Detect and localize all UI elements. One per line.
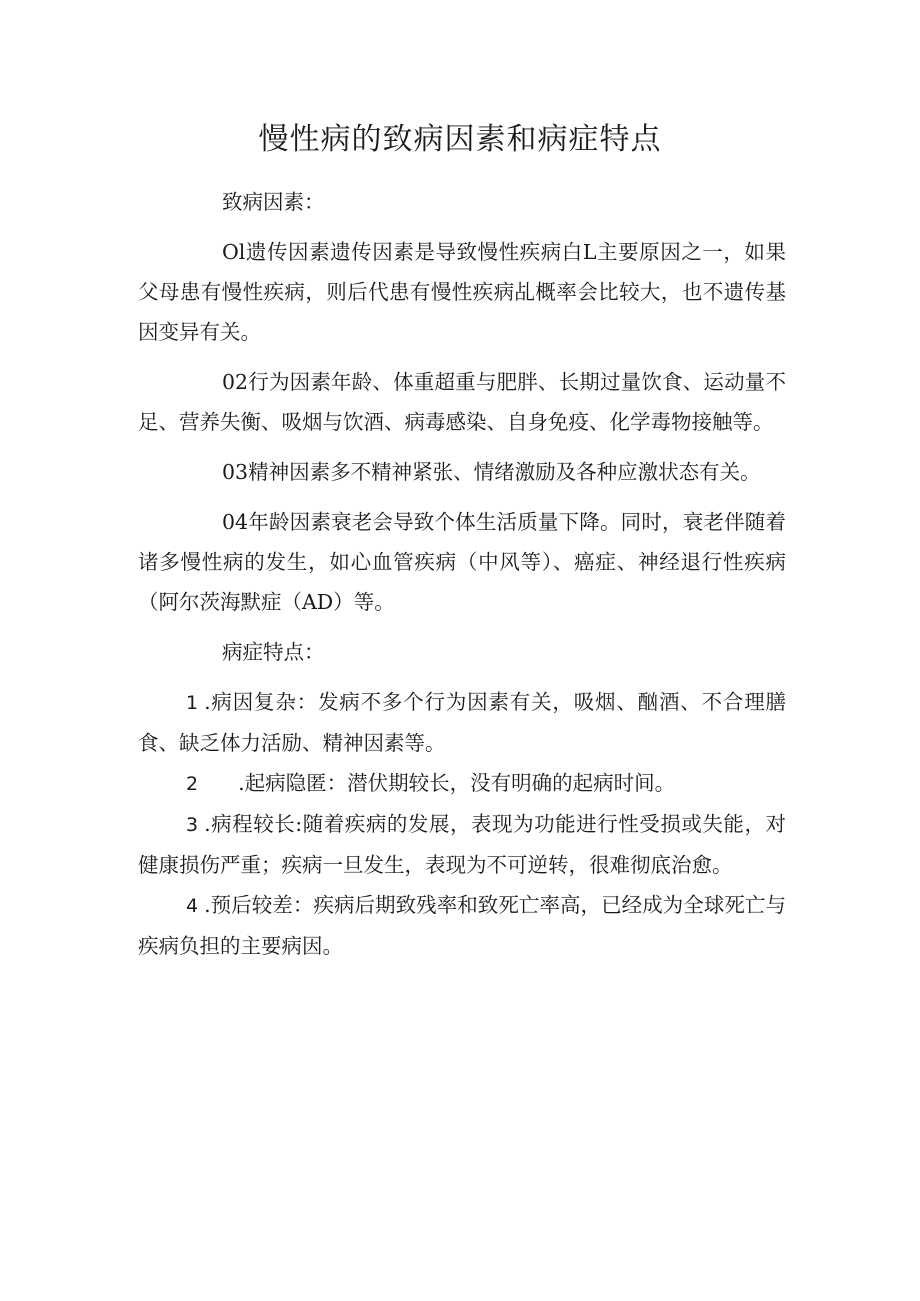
feature-item-poor-prognosis xyxy=(138,885,786,966)
feature-item-hidden-onset xyxy=(138,763,786,804)
feature-item-complex-cause xyxy=(138,682,786,763)
feature-text: .预后较差：疾病后期致残率和致死亡率高，已经成为全球死亡与疾病负担的主要病因。 xyxy=(138,893,786,958)
cause-label: 04年龄因素 xyxy=(222,510,332,534)
cause-text: 遗传因素是导致慢性疾病白L主要原因之一，如果父母患有慢性疾病，则后代患有慢性疾病乩概率会比较大，也不遗传基因变异有关。 xyxy=(138,240,786,344)
feature-number: 4 xyxy=(186,895,199,917)
document-body xyxy=(138,182,786,966)
feature-number: 3 xyxy=(186,814,199,836)
cause-paragraph-genetic xyxy=(138,232,786,352)
section-heading-causes: 致病因素： xyxy=(222,190,325,214)
feature-number: 2 xyxy=(186,773,199,795)
cause-text: 年龄、体重超重与肥胖、长期过量饮食、运动量不足、营养失衡、吸烟与饮酒、病毒感染、自身免疫、化学毒物接触等。 xyxy=(138,370,786,434)
cause-label: Ol遗传因素 xyxy=(222,240,331,264)
cause-text: 多不精神紧张、情绪激励及各种应激状态有关。 xyxy=(330,460,761,484)
cause-paragraph-age xyxy=(138,502,786,622)
feature-number: 1 xyxy=(186,692,199,714)
feature-text: .病因复杂：发病不多个行为因素有关，吸烟、酗酒、不合理膳食、缺乏体力活励、精神因素等。 xyxy=(138,690,786,755)
feature-item-long-course xyxy=(138,804,786,885)
cause-text: 衰老会导致个体生活质量下降。同时，衰老伴随着诸多慢性病的发生，如心血管疾病（中风等）、癌症、神经退行性疾病（阿尔茨海默症（AD）等。 xyxy=(138,510,786,614)
feature-text: .病程较长:随着疾病的发展，表现为功能进行性受损或失能，对健康损伤严重；疾病一旦发生，表现为不可逆转，很难彻底治愈。 xyxy=(138,812,786,877)
cause-label: 02行为因素 xyxy=(222,370,332,394)
cause-paragraph-mental xyxy=(138,452,786,492)
cause-label: 03精神因素 xyxy=(222,460,331,484)
document-title: 慢性病的致病因素和病症特点 xyxy=(258,122,662,157)
section-heading-features: 病症特点： xyxy=(222,640,325,664)
cause-paragraph-behavior xyxy=(138,362,786,442)
feature-text: .起病隐匿：潜伏期较长，没有明确的起病时间。 xyxy=(238,771,676,795)
